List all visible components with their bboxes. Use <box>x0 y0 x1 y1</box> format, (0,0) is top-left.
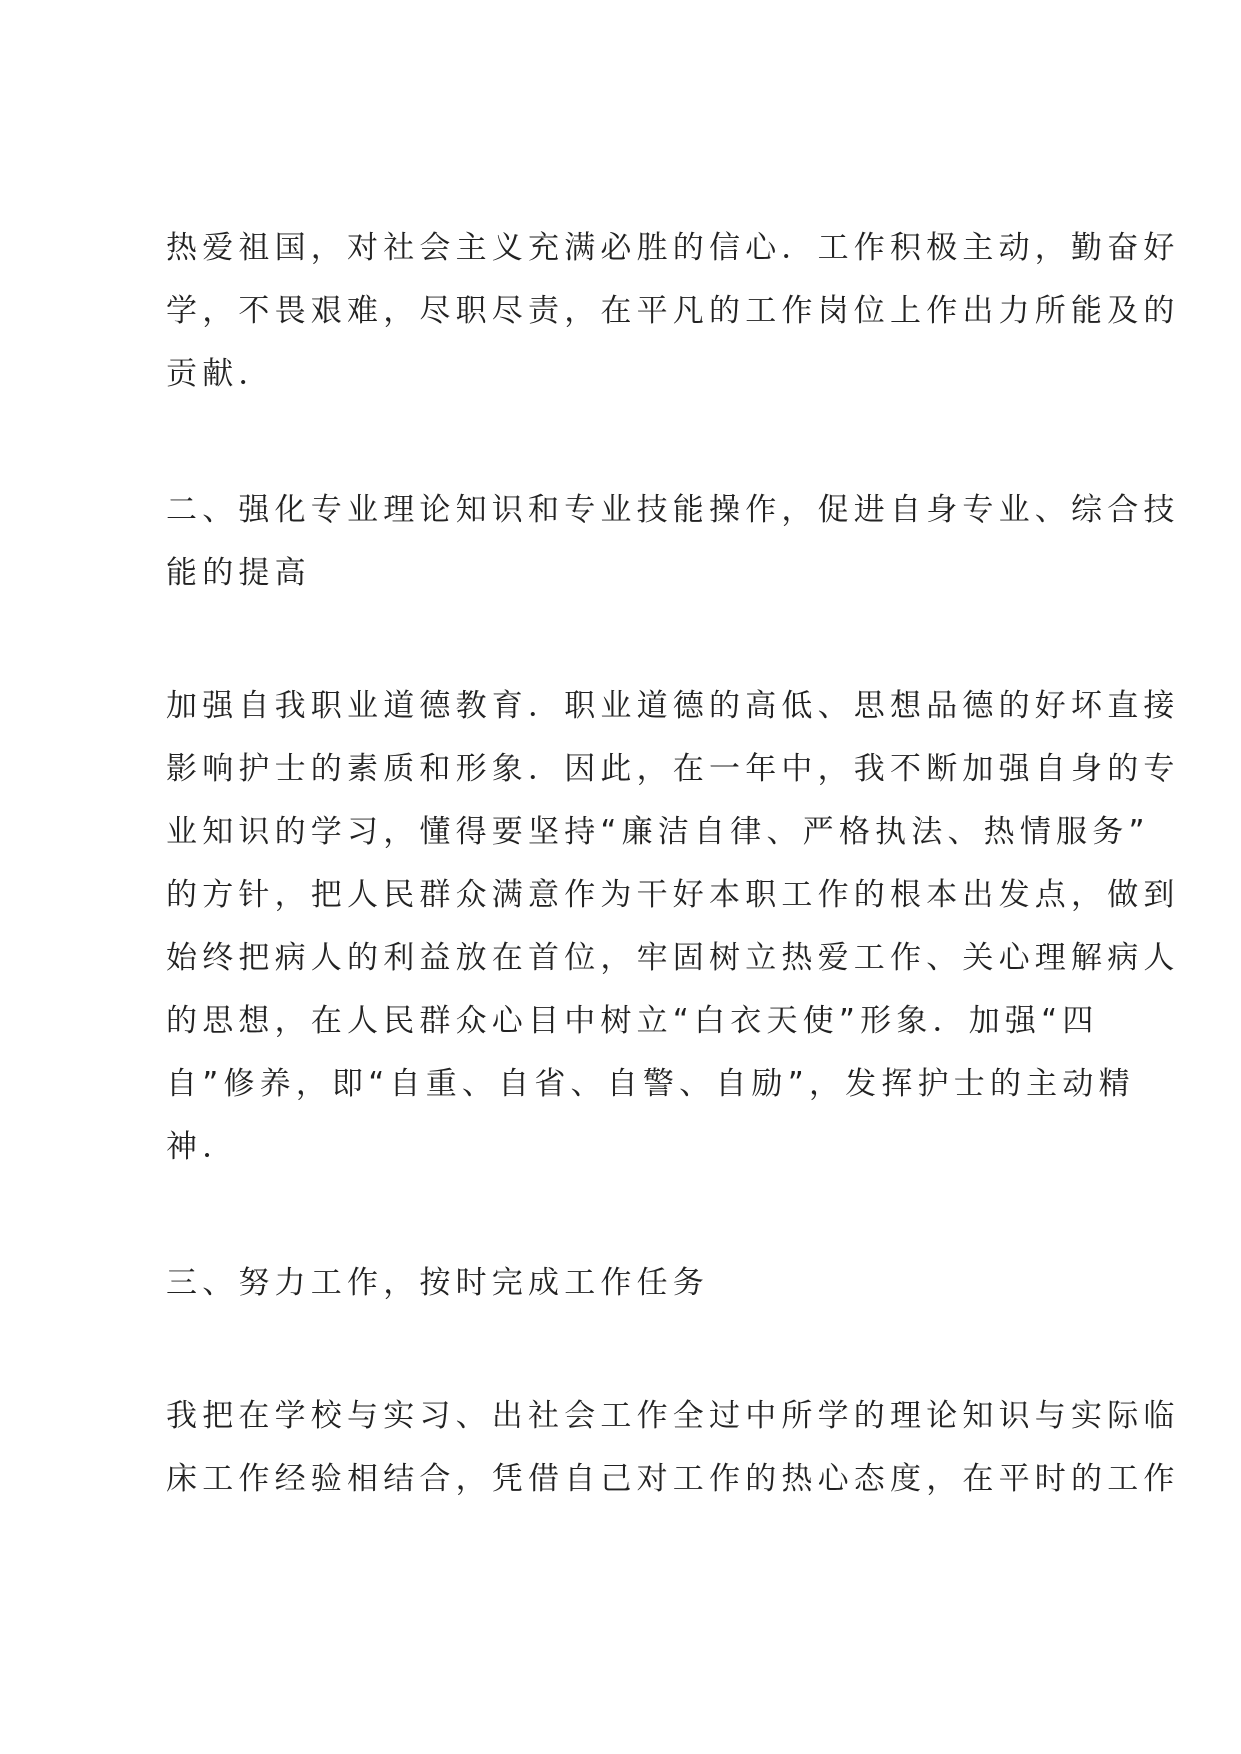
paragraph-line: 贡献． <box>166 356 275 392</box>
paragraph-line: 热爱祖国，对社会主义充满必胜的信心．工作积极主动，勤奋好 <box>166 230 1180 266</box>
heading-line: 二、强化专业理论知识和专业技能操作，促进自身专业、综合技 <box>166 492 1180 528</box>
paragraph-line: 影响护士的素质和形象．因此，在一年中，我不断加强自身的专 <box>166 751 1180 787</box>
heading-line: 能的提高 <box>166 555 311 591</box>
paragraph-line: 的思想，在人民群众心目中树立“白衣天使”形象．加强“四 <box>166 1003 1099 1039</box>
paragraph-line: 加强自我职业道德教育．职业道德的高低、思想品德的好坏直接 <box>166 688 1180 724</box>
section-heading-2 <box>166 479 1180 605</box>
paragraph-line: 自”修养，即“自重、自省、自警、自励”，发挥护士的主动精 <box>166 1066 1135 1102</box>
paragraph-line: 我把在学校与实习、出社会工作全过中所学的理论知识与实际临 <box>166 1398 1180 1434</box>
paragraph-patriotism <box>166 217 1180 406</box>
paragraph-line: 学，不畏艰难，尽职尽责，在平凡的工作岗位上作出力所能及的 <box>166 293 1180 329</box>
section-heading-3 <box>166 1252 1096 1315</box>
heading-line: 三、努力工作，按时完成工作任务 <box>166 1265 709 1301</box>
paragraph-line: 床工作经验相结合，凭借自己对工作的热心态度，在平时的工作 <box>166 1461 1180 1497</box>
paragraph-line: 的方针，把人民群众满意作为干好本职工作的根本出发点，做到 <box>166 877 1180 913</box>
paragraph-professional-ethics <box>166 675 1180 1179</box>
paragraph-line: 业知识的学习，懂得要坚持“廉洁自律、严格执法、热情服务” <box>166 814 1150 850</box>
paragraph-line: 神． <box>166 1129 239 1165</box>
paragraph-line: 始终把病人的利益放在首位，牢固树立热爱工作、关心理解病人 <box>166 940 1180 976</box>
paragraph-work-experience <box>166 1385 1180 1511</box>
